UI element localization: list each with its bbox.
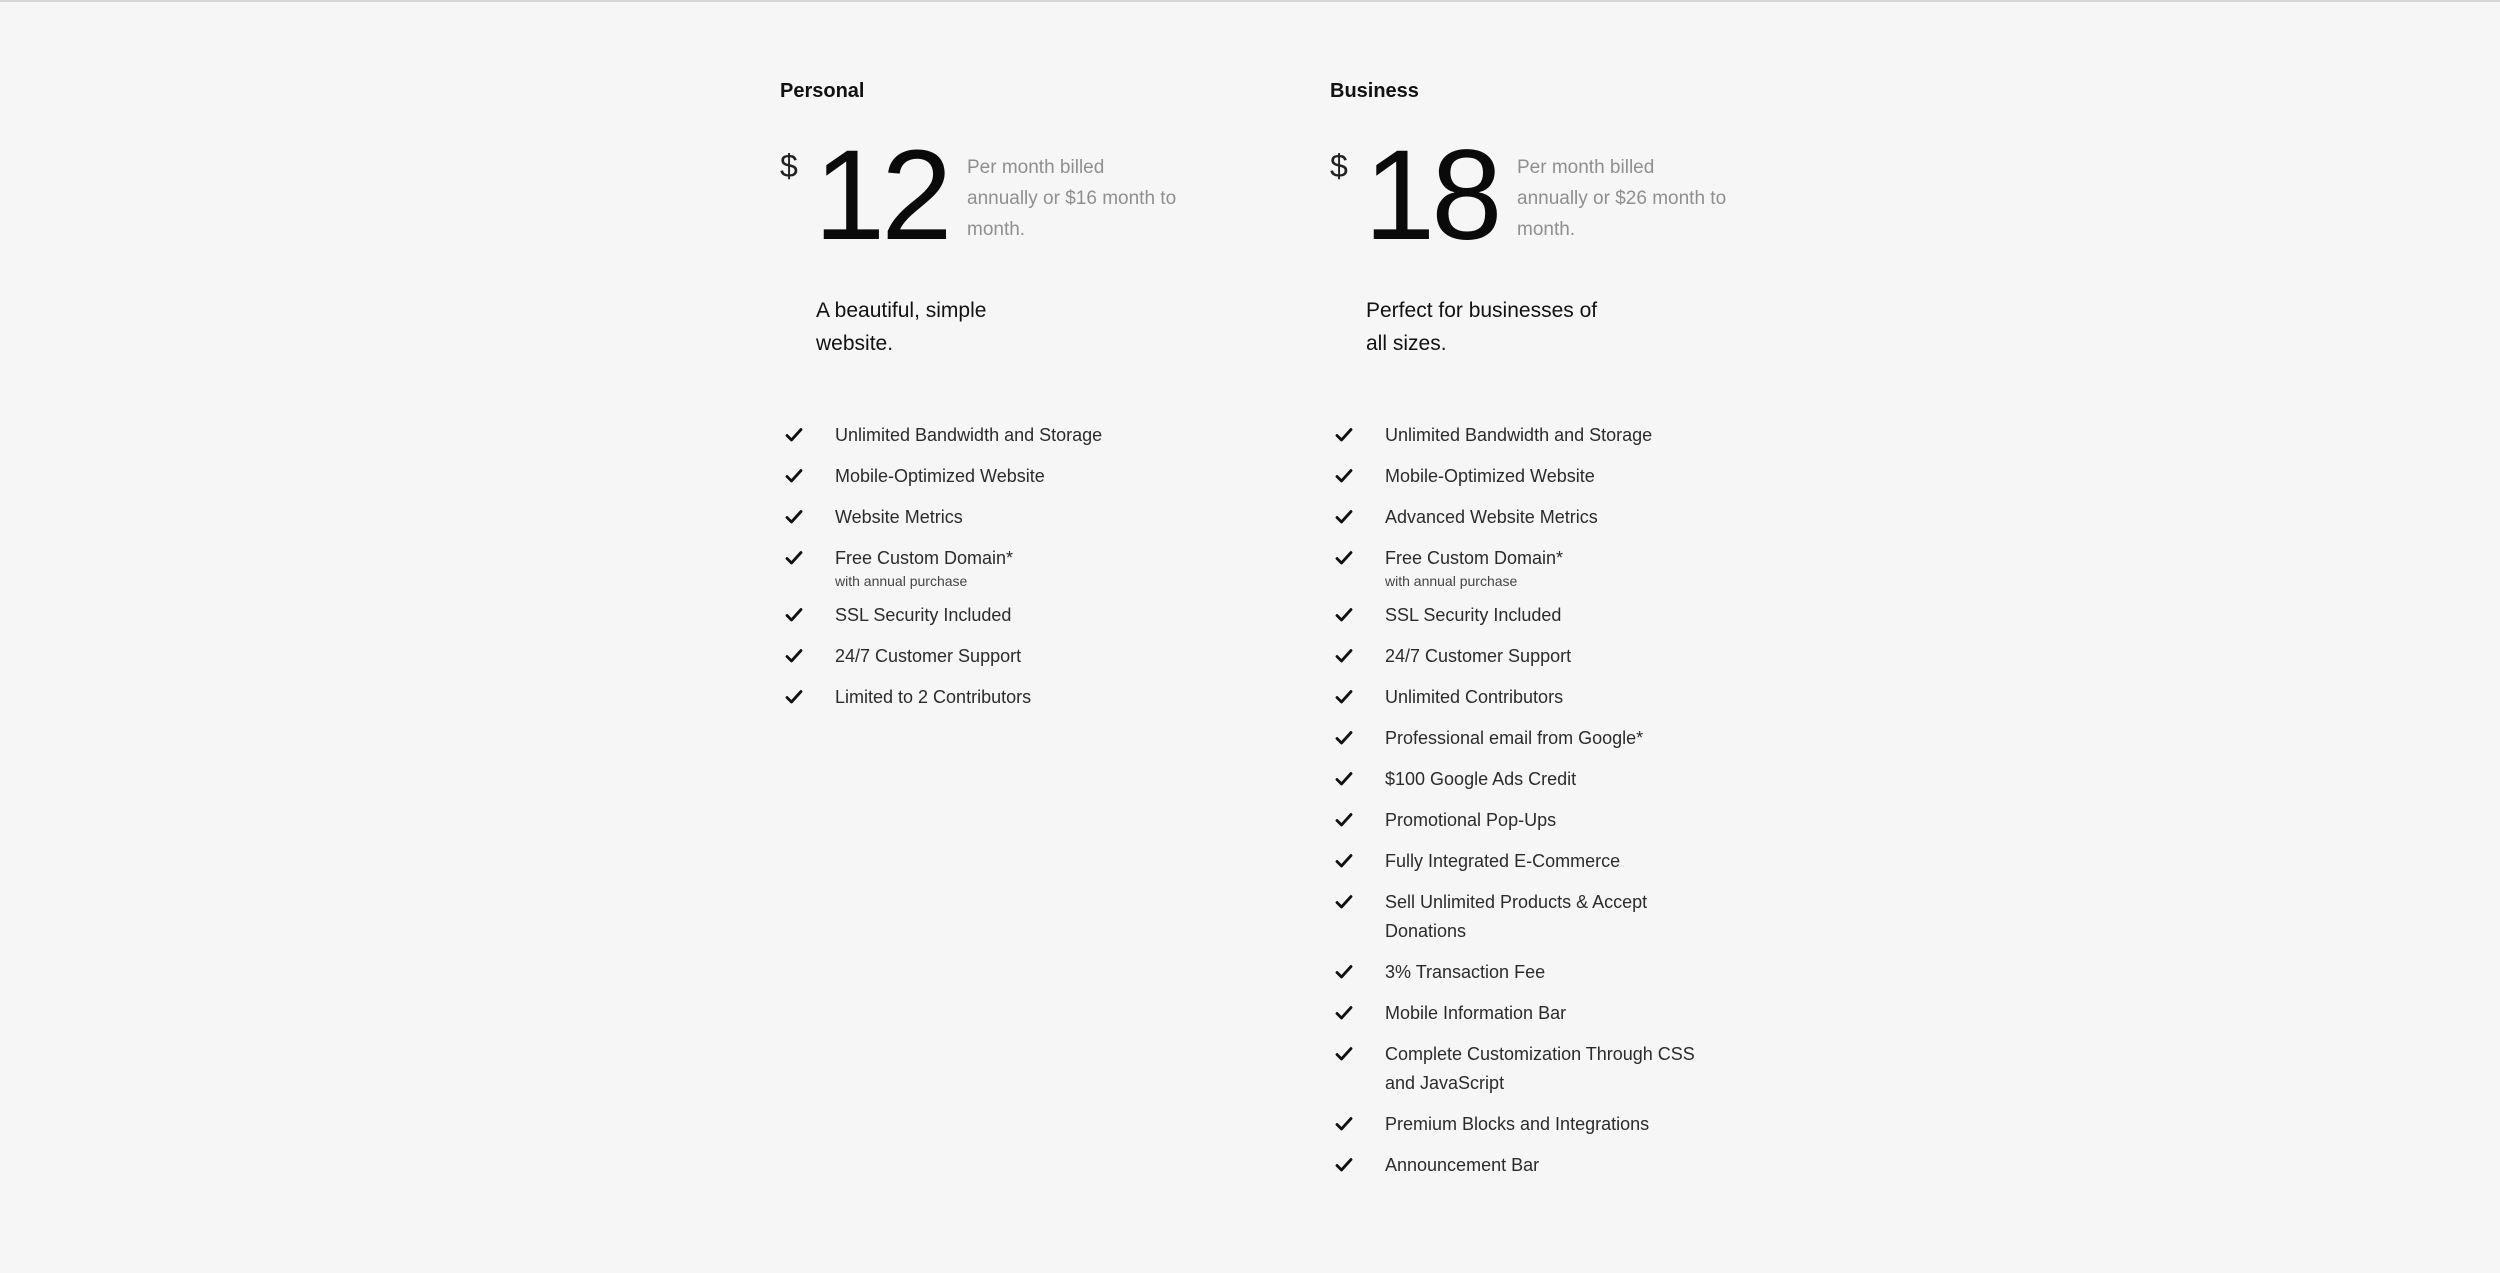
feature-item	[1330, 642, 1850, 671]
feature-label: Free Custom Domain*	[1385, 548, 1564, 568]
checkmark-icon	[1334, 647, 1354, 665]
feature-label: SSL Security Included	[835, 605, 1012, 625]
plan-price: 12	[814, 124, 949, 267]
feature-item	[1330, 765, 1850, 794]
feature-label: Complete Customization Through CSS and JavaScript	[1385, 1044, 1695, 1093]
feature-list	[1330, 421, 1850, 1192]
checkmark-icon	[1334, 852, 1354, 870]
feature-item	[780, 544, 1300, 589]
feature-item	[1330, 1110, 1850, 1139]
plan-tagline: Perfect for businesses of all sizes.	[1366, 299, 1598, 355]
plan-name: Personal	[780, 80, 865, 102]
feature-label: Sell Unlimited Products & Accept Donations	[1385, 892, 1648, 941]
feature-label: Free Custom Domain*	[835, 548, 1014, 568]
feature-label: Limited to 2 Contributors	[835, 687, 1032, 707]
feature-label: Unlimited Contributors	[1385, 687, 1564, 707]
feature-label: Website Metrics	[835, 507, 963, 527]
checkmark-icon	[784, 549, 804, 567]
feature-label: 24/7 Customer Support	[835, 646, 1022, 666]
currency-symbol: $	[1330, 148, 1348, 184]
feature-list	[780, 421, 1300, 724]
checkmark-icon	[784, 426, 804, 444]
price-note: Per month billed annually or $16 month to month.	[967, 157, 1177, 240]
feature-item	[1330, 462, 1850, 491]
feature-label: Announcement Bar	[1385, 1155, 1540, 1175]
feature-label: SSL Security Included	[1385, 605, 1562, 625]
feature-item	[1330, 888, 1850, 946]
feature-label: Promotional Pop-Ups	[1385, 810, 1557, 830]
feature-label: 24/7 Customer Support	[1385, 646, 1572, 666]
feature-label: Mobile-Optimized Website	[1385, 466, 1595, 486]
feature-item	[780, 462, 1300, 491]
feature-item	[780, 421, 1300, 450]
checkmark-icon	[784, 647, 804, 665]
checkmark-icon	[1334, 606, 1354, 624]
feature-label: Mobile-Optimized Website	[835, 466, 1045, 486]
feature-item	[780, 503, 1300, 532]
feature-item	[1330, 724, 1850, 753]
feature-label: Fully Integrated E-Commerce	[1385, 851, 1621, 871]
feature-item	[1330, 1040, 1850, 1098]
feature-item	[1330, 421, 1850, 450]
checkmark-icon	[1334, 467, 1354, 485]
plan-tagline: A beautiful, simple website.	[816, 299, 987, 355]
checkmark-icon	[1334, 1004, 1354, 1022]
feature-item	[1330, 958, 1850, 987]
feature-item	[1330, 847, 1850, 876]
feature-item	[1330, 544, 1850, 589]
feature-item	[780, 683, 1300, 712]
checkmark-icon	[1334, 811, 1354, 829]
checkmark-icon	[1334, 1156, 1354, 1174]
feature-item	[1330, 1151, 1850, 1180]
checkmark-icon	[1334, 688, 1354, 706]
checkmark-icon	[784, 467, 804, 485]
feature-label: Advanced Website Metrics	[1385, 507, 1598, 527]
checkmark-icon	[1334, 1115, 1354, 1133]
feature-item	[780, 642, 1300, 671]
feature-label: $100 Google Ads Credit	[1385, 769, 1577, 789]
currency-symbol: $	[780, 148, 798, 184]
feature-footnote: with annual purchase	[1385, 573, 1518, 589]
checkmark-icon	[1334, 729, 1354, 747]
checkmark-icon	[784, 508, 804, 526]
feature-item	[1330, 601, 1850, 630]
checkmark-icon	[1334, 508, 1354, 526]
feature-footnote: with annual purchase	[835, 573, 968, 589]
checkmark-icon	[1334, 1045, 1354, 1063]
feature-label: 3% Transaction Fee	[1385, 962, 1546, 982]
plan-price: 18	[1364, 124, 1499, 267]
checkmark-icon	[784, 606, 804, 624]
feature-label: Professional email from Google*	[1385, 728, 1644, 748]
checkmark-icon	[1334, 549, 1354, 567]
feature-label: Unlimited Bandwidth and Storage	[1385, 425, 1653, 445]
checkmark-icon	[784, 688, 804, 706]
checkmark-icon	[1334, 963, 1354, 981]
checkmark-icon	[1334, 426, 1354, 444]
checkmark-icon	[1334, 893, 1354, 911]
feature-item	[1330, 683, 1850, 712]
feature-label: Mobile Information Bar	[1385, 1003, 1567, 1023]
feature-label: Premium Blocks and Integrations	[1385, 1114, 1650, 1134]
feature-item	[780, 601, 1300, 630]
top-divider	[0, 0, 2500, 2]
checkmark-icon	[1334, 770, 1354, 788]
feature-label: Unlimited Bandwidth and Storage	[835, 425, 1103, 445]
price-note: Per month billed annually or $26 month to month.	[1517, 157, 1727, 240]
feature-item	[1330, 806, 1850, 835]
feature-item	[1330, 999, 1850, 1028]
plan-name: Business	[1330, 80, 1419, 102]
feature-item	[1330, 503, 1850, 532]
